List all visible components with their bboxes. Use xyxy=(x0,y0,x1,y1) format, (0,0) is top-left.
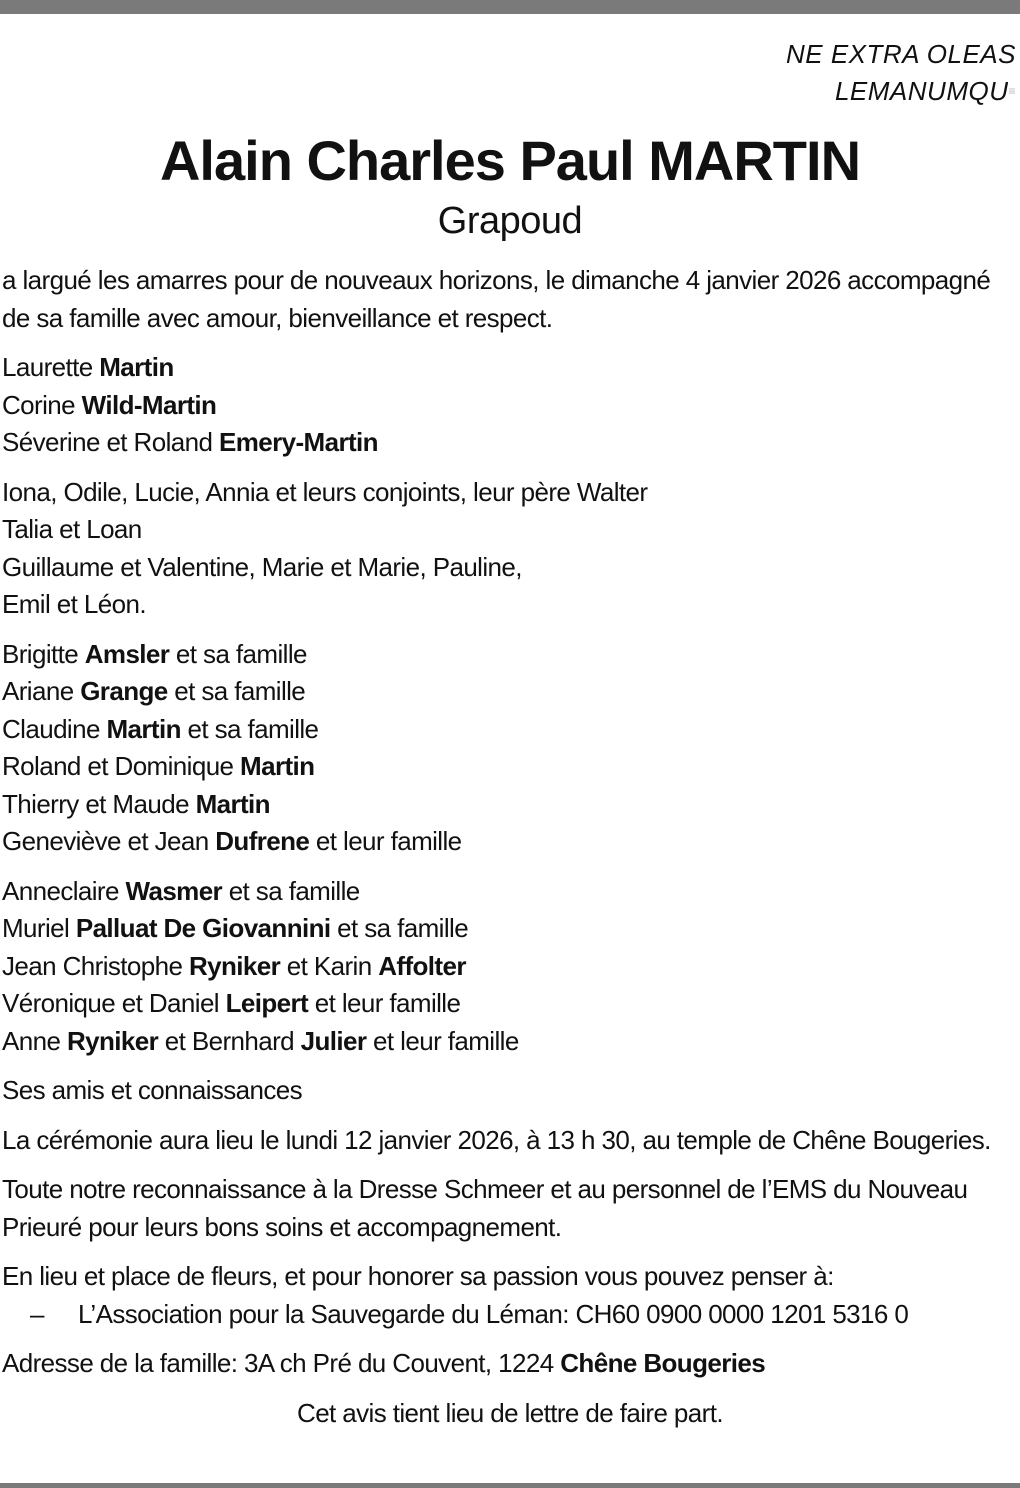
family-group-3 xyxy=(2,636,1018,861)
thanks-paragraph: Toute notre reconnaissance à la Dresse Schmeer et au personnel de l’EMS du Nouveau Prieuré pour leurs bons soins et accompagnement. xyxy=(2,1174,968,1242)
motto-mark-icon: ≡ xyxy=(1008,84,1016,98)
family-line: Véronique et Daniel Leipert et leur famille xyxy=(2,988,461,1018)
notice-body xyxy=(2,262,1018,1432)
address-prefix: Adresse de la famille: 3A ch Pré du Couvent, 1224 xyxy=(2,1348,561,1378)
bullet-dash-icon: – xyxy=(30,1298,44,1329)
family-line: Geneviève et Jean Dufrene et leur famille xyxy=(2,826,462,856)
family-line: Claudine Martin et sa famille xyxy=(2,713,319,744)
family-line: Talia et Loan xyxy=(2,514,142,544)
family-line: Jean Christophe Ryniker et Karin Affolter xyxy=(2,950,466,981)
family-line: Brigitte Amsler et sa famille xyxy=(2,638,307,669)
family-line: Thierry et Maude Martin xyxy=(2,788,270,819)
closing-line: Cet avis tient lieu de lettre de faire part. xyxy=(297,1397,723,1428)
friends-line: Ses amis et connaissances xyxy=(2,1075,303,1105)
family-group-2 xyxy=(2,474,1018,624)
deceased-name: Alain Charles Paul MARTIN xyxy=(159,129,861,192)
bottom-border xyxy=(0,1483,1020,1488)
donation-item-text: L’Association pour la Sauvegarde du Léman: CH60 0900 0000 1201 5316 0 xyxy=(78,1298,909,1329)
deceased-nickname: Grapoud xyxy=(437,200,583,242)
family-group-1 xyxy=(2,349,1018,462)
family-line: Corine Wild-Martin xyxy=(2,389,217,420)
family-line: Emil et Léon. xyxy=(2,589,146,619)
family-line: Anneclaire Wasmer et sa famille xyxy=(2,875,360,906)
family-line: Anne Ryniker et Bernhard Julier et leur famille xyxy=(2,1025,519,1056)
family-line: Laurette Martin xyxy=(2,352,174,382)
family-line: Ariane Grange et sa famille xyxy=(2,676,306,706)
family-line: Iona, Odile, Lucie, Annia et leurs conjoints, leur père Walter xyxy=(2,476,648,507)
address-city: Chêne Bougeries xyxy=(560,1348,766,1378)
family-line: Roland et Dominique Martin xyxy=(2,751,315,781)
intro-paragraph: a largué les amarres pour de nouveaux horizons, le dimanche 4 janvier 2026 accompagné de sa famille avec amour, bienveillance et respect. xyxy=(2,265,991,333)
motto-line-1: NE EXTRA OLEAS xyxy=(786,39,1016,69)
family-address xyxy=(2,1345,1018,1383)
top-border xyxy=(0,0,1020,14)
family-line: Séverine et Roland Emery-Martin xyxy=(2,427,378,457)
ceremony-paragraph: La cérémonie aura lieu le lundi 12 janvier 2026, à 13 h 30, au temple de Chêne Bougeries. xyxy=(2,1124,991,1155)
motto xyxy=(786,36,1016,110)
donation-intro: En lieu et place de fleurs, et pour honorer sa passion vous pouvez penser à: xyxy=(2,1261,834,1291)
family-group-4 xyxy=(2,873,1018,1061)
donation-item xyxy=(2,1296,1018,1334)
motto-line-2: LEMANUMQU xyxy=(834,76,1009,106)
family-line: Guillaume et Valentine, Marie et Marie, Pauline, xyxy=(2,551,522,582)
donation-section xyxy=(2,1258,1018,1333)
family-line: Muriel Palluat De Giovannini et sa famille xyxy=(2,913,469,943)
